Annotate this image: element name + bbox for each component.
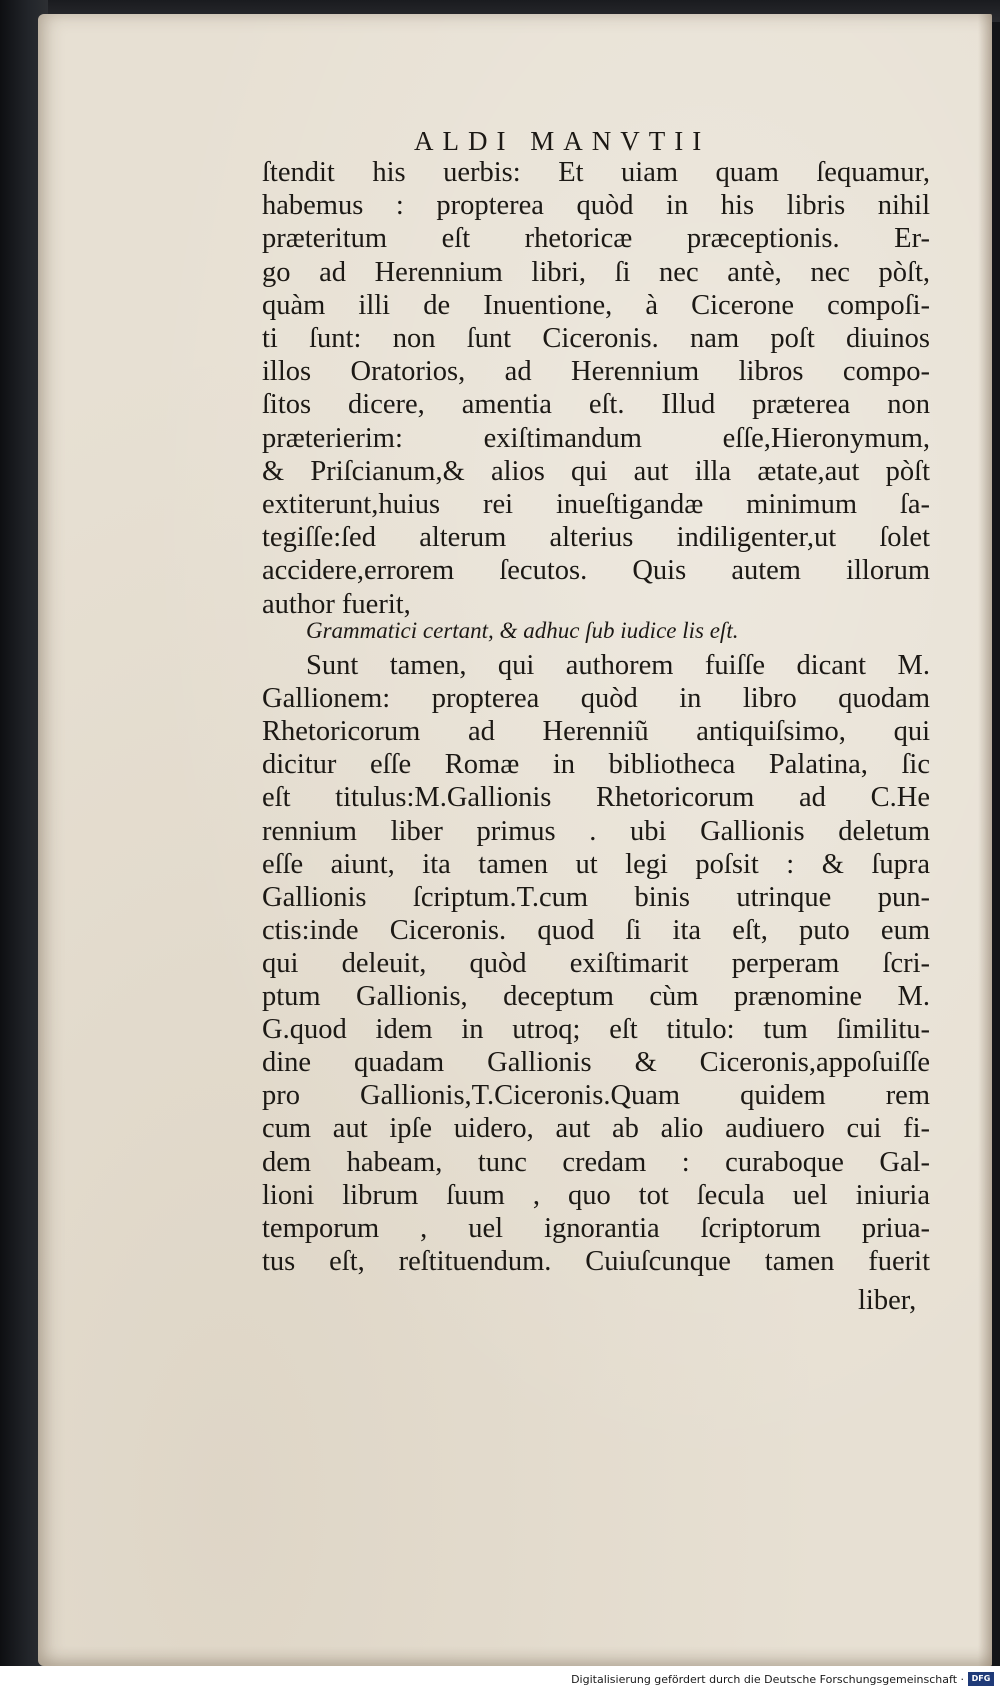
text-line: Gallionis ſcriptum.T.cum binis utrinque pun- (262, 881, 930, 913)
text-line: ti ſunt: non ſunt Ciceronis. nam poſt diuinos (262, 323, 930, 354)
text-line: extiterunt,huius rei inueſtigandæ minimum ſa- (262, 489, 930, 520)
dfg-logo-icon: DFG (968, 1672, 994, 1686)
text-line: ptum Gallionis, deceptum cùm prænomine M. (262, 981, 930, 1012)
text-line: dine quadam Gallionis & Ciceronis,appoſuiſſe (262, 1047, 930, 1079)
text-line: cum aut ipſe uidero, aut ab alio audiuero cui fi- (262, 1113, 930, 1145)
text-line: tus eſt, reſtituendum. Cuiuſcunque tamen fuerit (262, 1245, 930, 1277)
text-line: & Priſcianum,& alios qui aut illa ætate,aut pòſt (262, 455, 930, 487)
text-line: G.quod idem in utroq; eſt titulo: tum ſimilitu- (262, 1014, 930, 1046)
text-line: eſt titulus:M.Gallionis Rhetoricorum ad C.He (262, 782, 930, 814)
catchword: liber, (858, 1285, 917, 1316)
text-line: Sunt tamen, qui authorem fuiſſe dicant M. (306, 650, 930, 681)
text-line: pro Gallionis,T.Ciceronis.Quam quidem rem (262, 1080, 930, 1112)
footer-bar (0, 1666, 1000, 1693)
text-line: Rhetoricorum ad Herenniũ antiquiſsimo, qui (262, 716, 930, 748)
text-line: ſtendit his uerbis: Et uiam quam ſequamur, (262, 157, 930, 188)
funding-notice: Digitalisierung gefördert durch die Deutsche Forschungsgemeinschaft · (571, 1673, 964, 1686)
text-line: Gallionem: propterea quòd in libro quodam (262, 683, 930, 715)
text-line: dicitur eſſe Romæ in bibliotheca Palatina, ſic (262, 749, 930, 781)
page-fore-edge (978, 14, 992, 1666)
text-line: accidere,errorem ſecutos. Quis autem illorum (262, 555, 930, 587)
text-line: temporum , uel ignorantia ſcriptorum priua- (262, 1212, 930, 1244)
text-line: author fuerit, (262, 588, 411, 620)
text-line: ſitos dicere, amentia eſt. Illud præterea non (262, 389, 930, 421)
text-line: rennium liber primus . ubi Gallionis deletum (262, 815, 930, 847)
running-head: ALDI MANVTII (414, 126, 711, 156)
text-line: ctis:inde Ciceronis. quod ſi ita eſt, puto eum (262, 914, 930, 946)
text-line: dem habeam, tunc credam : curaboque Gal- (262, 1146, 930, 1178)
text-line: tegiſſe:ſed alterum alterius indiligenter,ut ſolet (262, 522, 930, 554)
quoted-verse: Grammatici certant, & adhuc ſub iudice lis eſt. (306, 618, 739, 643)
text-line: habemus : propterea quòd in his libris nihil (262, 190, 930, 222)
text-line: lioni librum ſuum , quo tot ſecula uel iniuria (262, 1179, 930, 1211)
text-line: quàm illi de Inuentione, à Cicerone compoſi- (262, 289, 930, 321)
text-line: præterierim: exiſtimandum eſſe,Hieronymum, (262, 422, 930, 454)
text-line: go ad Herennium libri, ſi nec antè, nec pòſt, (262, 256, 930, 288)
text-line: præteritum eſt rhetoricæ præceptionis. Er- (262, 223, 930, 255)
text-line: qui deleuit, quòd exiſtimarit perperam ſcri- (262, 947, 930, 979)
text-line: illos Oratorios, ad Herennium libros compo- (262, 356, 930, 388)
text-line: eſſe aiunt, ita tamen ut legi poſsit : & ſupra (262, 848, 930, 880)
